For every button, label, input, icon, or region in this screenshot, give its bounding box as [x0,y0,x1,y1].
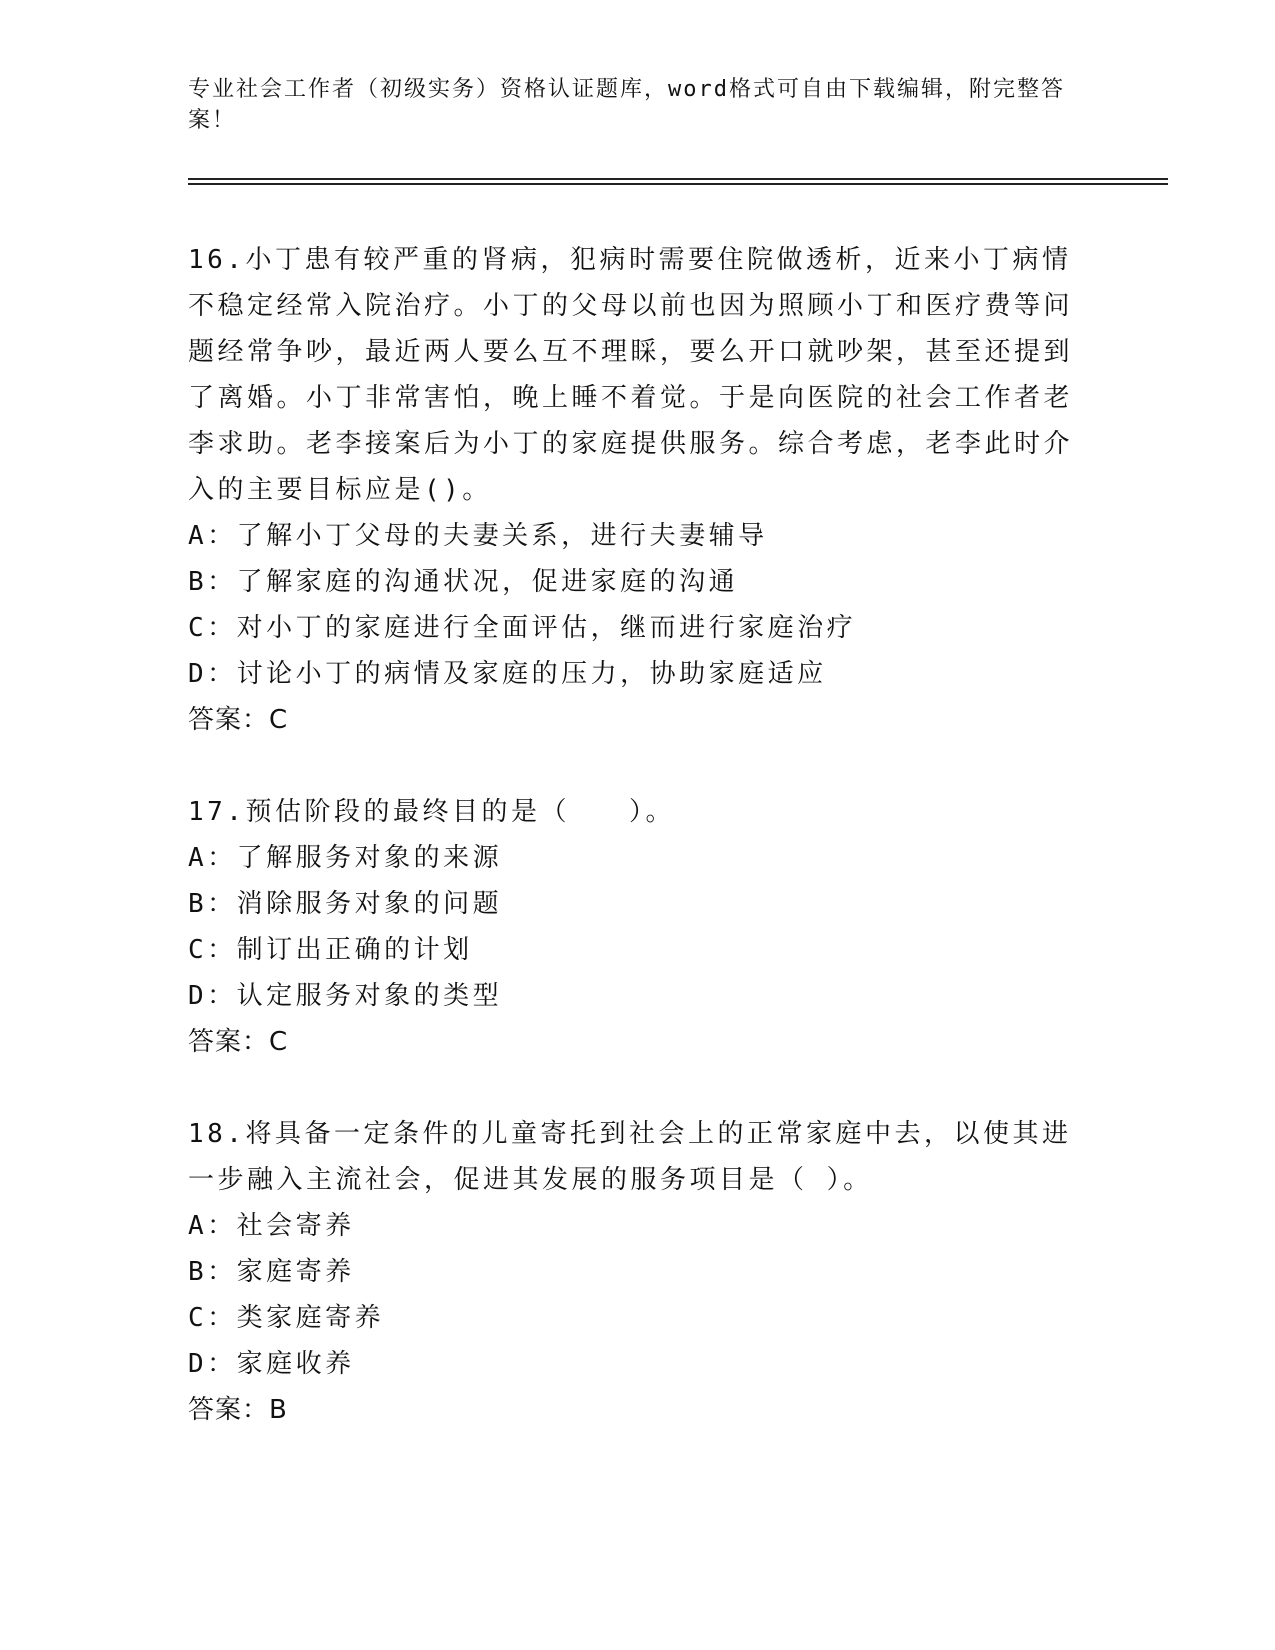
question-stem [188,237,1088,513]
answer-line: 答案：C [188,1027,289,1057]
question-stem [188,1111,1088,1203]
question-spacer [188,743,1088,789]
answer-line: 答案：B [188,1395,288,1425]
question-list [188,237,1088,1433]
header-divider-top [188,178,1168,180]
option-a: A：了解小丁父母的夫妻关系，进行夫妻辅导 [188,521,768,551]
option-d: D：认定服务对象的类型 [188,981,503,1011]
question-number: 17. [188,797,246,827]
question-number: 16. [188,245,246,275]
question-number: 18. [188,1119,246,1149]
question-stem [188,789,1088,835]
header-divider-bottom [188,183,1168,185]
option-d: D：讨论小丁的病情及家庭的压力，协助家庭适应 [188,659,827,689]
question-text: 将具备一定条件的儿童寄托到社会上的正常家庭中去，以使其进一步融入主流社会，促进其发展的服务项目是（ ）。 [188,1119,1072,1195]
option-a: A：了解服务对象的来源 [188,843,503,873]
option-a: A：社会寄养 [188,1211,355,1241]
option-b: B：消除服务对象的问题 [188,889,503,919]
question-text: 小丁患有较严重的肾病，犯病时需要住院做透析，近来小丁病情不稳定经常入院治疗。小丁的父母以前也因为照顾小丁和医疗费等问题经常争吵，最近两人要么互不理睬，要么开口就吵架，甚至还提到了离婚。小丁非常害怕，晚上睡不着觉。于是向医院的社会工作者老李求助。老李接案后为小丁的家庭提供服务。综合考虑，老李此时介入的主要目标应是()。 [188,245,1074,505]
option-b: B：了解家庭的沟通状况，促进家庭的沟通 [188,567,739,597]
question-spacer [188,1065,1088,1111]
document-header [188,74,1088,136]
option-c: C：制订出正确的计划 [188,935,473,965]
option-d: D：家庭收养 [188,1349,355,1379]
option-c: C：对小丁的家庭进行全面评估，继而进行家庭治疗 [188,613,857,643]
question-17 [188,789,1088,1065]
answer-line: 答案：C [188,705,289,735]
option-c: C：类家庭寄养 [188,1303,385,1333]
header-text: 专业社会工作者（初级实务）资格认证题库，word格式可自由下载编辑，附完整答案！ [188,77,1065,133]
option-b: B：家庭寄养 [188,1257,355,1287]
question-16 [188,237,1088,743]
question-text: 预估阶段的最终目的是（ ）。 [245,797,675,827]
question-18 [188,1111,1088,1433]
